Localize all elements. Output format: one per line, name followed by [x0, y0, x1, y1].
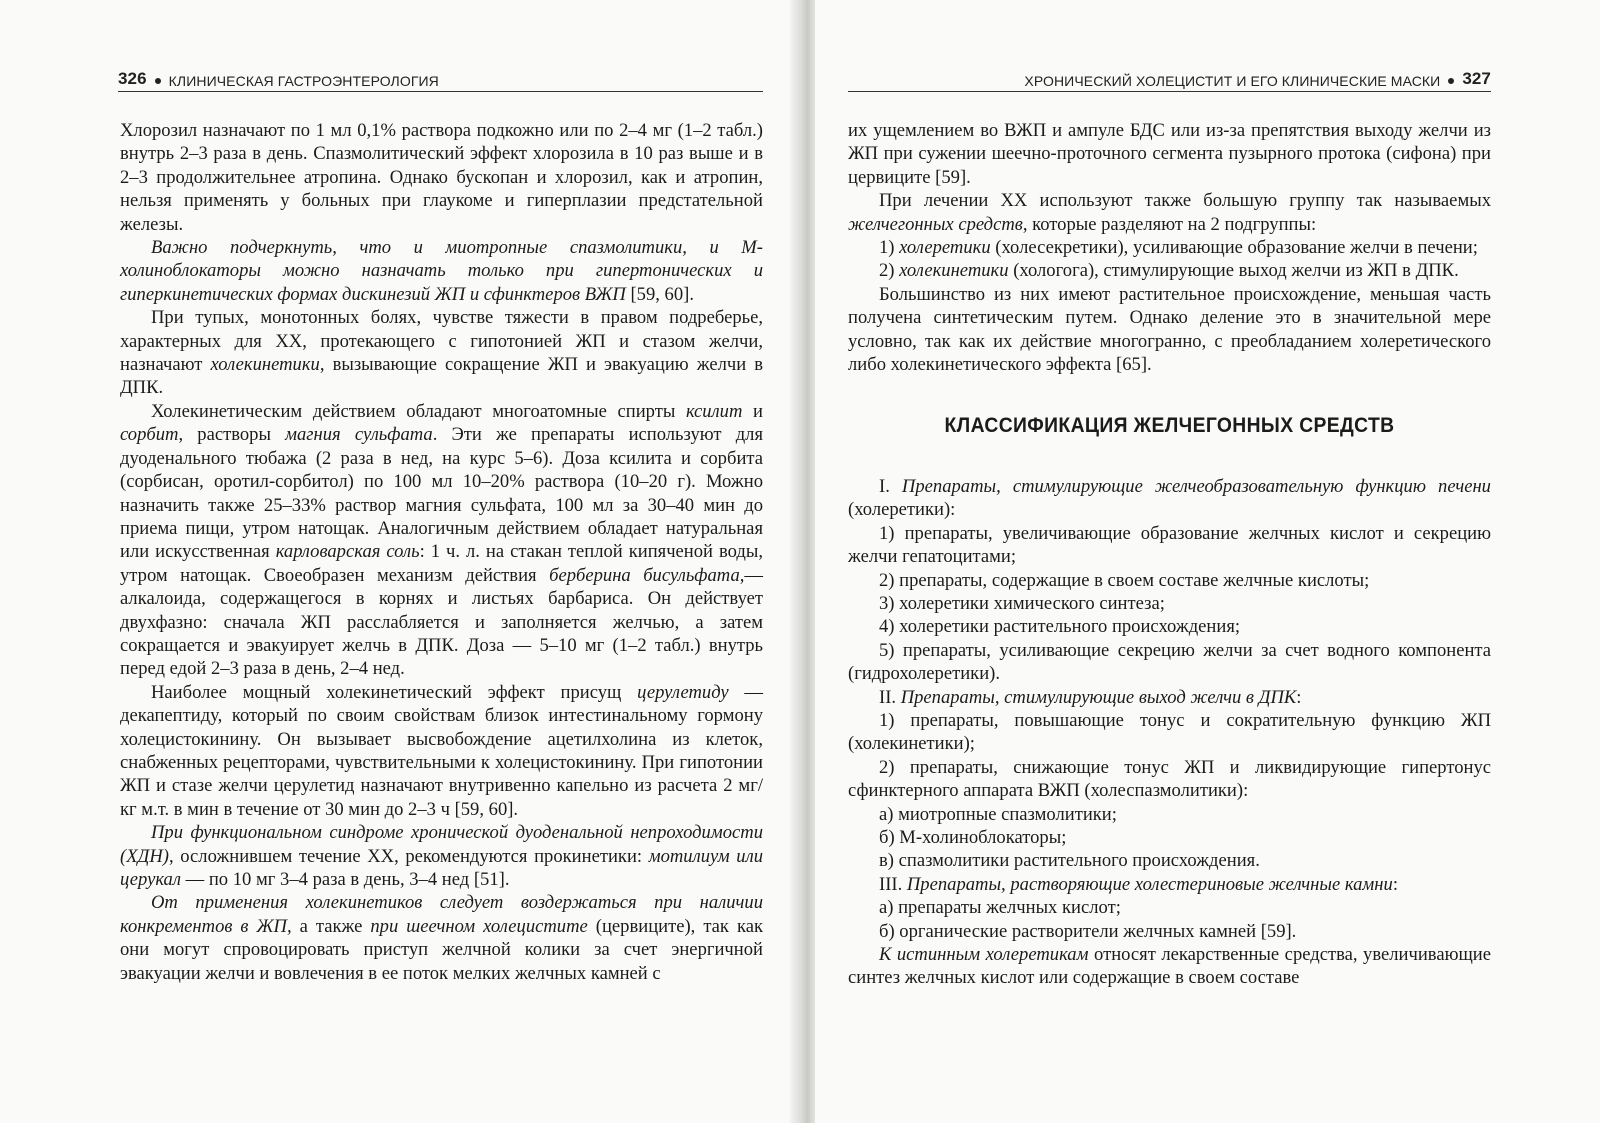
- list-item: б) органические растворители желчных камней [59].: [879, 920, 1297, 942]
- page-number-right: 327: [1462, 69, 1491, 88]
- list-item: 5) препараты, усиливающие секрецию желчи за счет водного компонента (гидрохолеретики).: [848, 639, 1491, 685]
- list-item: 1) холеретики (холесекретики), усиливающие образование желчи в печени;: [879, 237, 1478, 259]
- list-item: 2) препараты, содержащие в своем составе желчные кислоты;: [879, 569, 1370, 591]
- list-item: 1) препараты, повышающие тонус и сократительную функцию ЖП (холекинетики);: [848, 709, 1491, 755]
- paragraph: Наиболее мощный холекинетический эффект присущ церулетиду — декапептиду, который по своим свойствам близок интестинальному гормону холецистокинину. Он вызывает высвобождение ацетилхолина из клеток, снабженных рецепторами, чувствительными к холецистокинину. При гипотонии ЖП и стазе желчи церулетид назначают внутривенно капельно из расчета 2 мг/кг м.т. в мин в течение от 30 мин до 2–3 ч [59, 60].: [120, 681, 764, 820]
- running-header-right: [848, 66, 1491, 92]
- list-item: 3) холеретики химического синтеза;: [879, 592, 1165, 614]
- classification-heading: III. Препараты, растворяющие холестериновые желчные камни:: [879, 873, 1398, 895]
- paragraph: При лечении ХХ используют также большую группу так называемых желчегонных средств, которые разделяют на 2 подгруппы:: [848, 190, 1491, 235]
- classification-heading: II. Препараты, стимулирующие выход желчи в ДПК:: [879, 686, 1302, 708]
- list-item: а) препараты желчных кислот;: [879, 897, 1121, 919]
- right-body: [848, 119, 1491, 990]
- running-header-left: [118, 66, 763, 92]
- paragraph: Важно подчеркнуть, что и миотропные спазмолитики, и М-холиноблокаторы можно назначать только при гипертонических и гиперкинетических формах дискинезий ЖП и сфинктеров ВЖП [59, 60].: [120, 237, 763, 305]
- running-title-left: КЛИНИЧЕСКАЯ ГАСТРОЭНТЕРОЛОГИЯ: [168, 73, 439, 89]
- right-page: [815, 0, 1600, 1123]
- list-item: в) спазмолитики растительного происхождения.: [879, 850, 1260, 872]
- bullet-separator: [155, 78, 161, 84]
- paragraph: При тупых, монотонных болях, чувстве тяжести в правом подреберье, характерных для ХХ, протекающего с гипотонией ЖП и стазом желчи, назначают холекинетики, вызывающие сокращение ЖП и эвакуацию желчи в ДПК.: [120, 307, 763, 399]
- list-item: б) М-холиноблокаторы;: [879, 826, 1067, 848]
- paragraph: Холекинетическим действием обладают многоатомные спирты ксилит и сорбит, растворы магния сульфата. Эти же препараты используют для дуоденального тюбажа (2 раза в нед, на курс 5–6). Доза ксилита и сорбита (сорбисан, оротил-сорбитол) по 100 мл 10–20% раствора (10–20 г). Можно назначить также 25–33% раствор магния сульфата, 100 мл за 30–40 мин до приема пищи, утром натощак. Аналогичным действием обладает натуральная или искусственная карловарская соль: 1 ч. л. на стакан теплой кипяченой воды, утром натощак. Своеобразен механизм действия берберина бисульфата,— алкалоида, содержащегося в корнях и листьях барбариса. Он действует двухфазно: сначала ЖП расслабляется и заполняется желчью, а затем сокращается и эвакуирует желчь в ДПК. Доза — 5–10 мг (1–2 табл.) внутрь перед едой 2–3 раза в день, 2–4 нед.: [120, 400, 763, 680]
- paragraph: Хлорозил назначают по 1 мл 0,1% раствора подкожно или по 2–4 мг (1–2 табл.) внутрь 2–3 раза в день. Спазмолитический эффект хлорозила в 10 раз выше и в 2–3 продолжительнее атропина. Однако бускопан и хлорозил, как и атропин, нельзя применять у больных при глаукоме и гиперплазии предстательной железы.: [120, 120, 763, 235]
- page-number-left: 326: [118, 69, 147, 88]
- paragraph: При функциональном синдроме хронической дуоденальной непроходимости (ХДН), осложнившем течение ХХ, рекомендуются прокинетики: мотилиум или церукал — по 10 мг 3–4 раза в день, 3–4 нед [51].: [120, 822, 763, 890]
- paragraph: К истинным холеретикам относят лекарственные средства, увеличивающие синтез желчных кислот или содержащие в своем составе: [848, 944, 1492, 989]
- paragraph: Большинство из них имеют растительное происхождение, меньшая часть получена синтетическим путем. Однако деление это в значительной мере условно, так как их действие многогранно, с преобладанием холеретического либо холекинетического эффекта [65].: [848, 283, 1491, 376]
- classification-heading: I. Препараты, стимулирующие желчеобразовательную функцию печени (холеретики):: [848, 475, 1491, 521]
- paragraph: От применения холекинетиков следует воздержаться при наличии конкрементов в ЖП, а также при шеечном холецистите (цервиците), так как они могут спровоцировать приступ желчной колики за счет энергичной эвакуации желчи и вовлечения в ее поток мелких желчных камней с: [120, 892, 763, 984]
- paragraph: их ущемлением во ВЖП и ампуле БДС или из-за препятствия выходу желчи из ЖП при сужении шеечно-проточного сегмента пузырного протока (сифона) при цервиците [59].: [848, 120, 1491, 188]
- bullet-separator: [1448, 78, 1454, 84]
- list-item: 2) холекинетики (хологога), стимулирующие выход желчи из ЖП в ДПК.: [879, 260, 1459, 282]
- list-item: 2) препараты, снижающие тонус ЖП и ликвидирующие гипертонус сфинктерного аппарата ВЖП (холеспазмолитики):: [848, 756, 1491, 802]
- list-item: 4) холеретики растительного происхождения;: [879, 616, 1241, 638]
- list-item: 1) препараты, увеличивающие образование желчных кислот и секрецию желчи гепатоцитами;: [848, 522, 1491, 568]
- running-title-right: ХРОНИЧЕСКИЙ ХОЛЕЦИСТИТ И ЕГО КЛИНИЧЕСКИЕ МАСКИ: [1024, 73, 1441, 89]
- left-body: [120, 119, 763, 985]
- list-item: а) миотропные спазмолитики;: [879, 803, 1117, 825]
- section-title: КЛАССИФИКАЦИЯ ЖЕЛЧЕГОННЫХ СРЕДСТВ: [944, 414, 1395, 438]
